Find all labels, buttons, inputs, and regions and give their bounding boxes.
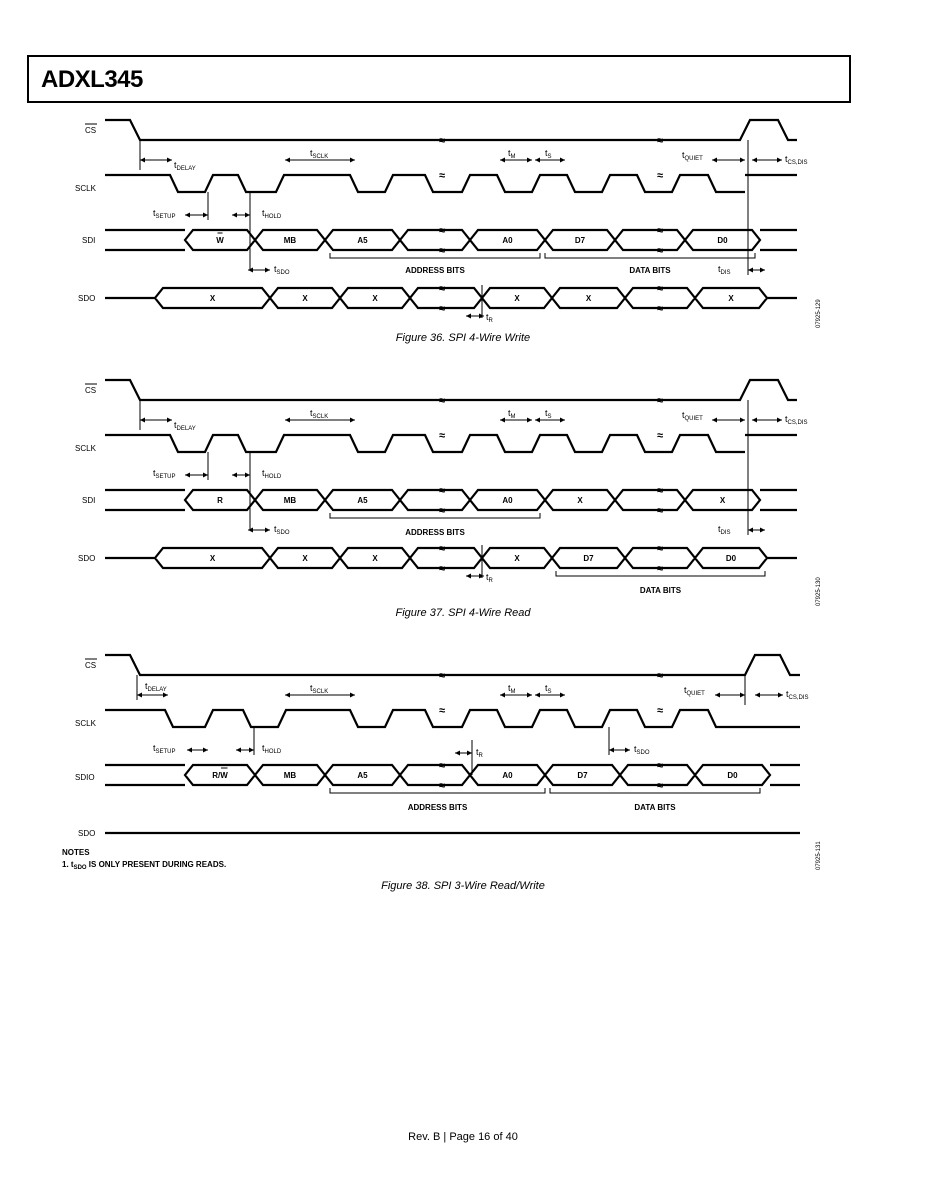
timing-label: $t_{DELAY}$ (174, 160, 196, 172)
signal-name: CS (85, 126, 97, 135)
group-label: DATA BITS (629, 266, 671, 275)
figure-caption: Figure 38. SPI 3-Wire Read/Write (381, 880, 545, 892)
sdo-bit-label: X (302, 294, 308, 303)
timing-label: $t_{SETUP}$ (153, 208, 176, 220)
arrow-head (560, 158, 565, 163)
sdo-bus-trace (155, 288, 767, 308)
arrow-head (609, 748, 614, 753)
timing-label: $t_{SDO}$ (634, 744, 650, 756)
figure-caption: Figure 37. SPI 4-Wire Read (395, 607, 531, 619)
group-bracket (330, 513, 540, 518)
sdi-bit-label: A5 (357, 236, 368, 245)
arrow-head (560, 693, 565, 698)
sdi-bit-label: D0 (717, 236, 728, 245)
arrow-head (203, 748, 208, 753)
break-mark: ≈ (438, 225, 446, 237)
figure-doc-id: 07925-131 (816, 841, 822, 870)
arrow-head (466, 574, 471, 579)
timing-label: $t_{SETUP}$ (153, 743, 176, 755)
group-bracket (330, 253, 540, 258)
arrow-head (265, 268, 270, 273)
arrow-head (203, 473, 208, 478)
timing-label: $t_{DIS}$ (718, 264, 731, 276)
sdio-idle (105, 765, 185, 785)
timing-label: $t_{CS,DIS}$ (786, 689, 809, 701)
note-text: 1. $t_{SDO}$ IS ONLY PRESENT DURING READS. (62, 860, 227, 871)
arrow-head (285, 158, 290, 163)
sdo-bit-label: D0 (725, 554, 737, 563)
timing-label: $t_{SDO}$ (274, 264, 290, 276)
group-bracket (550, 788, 760, 793)
arrow-head (285, 693, 290, 698)
sclk-trace (105, 175, 797, 192)
sdo-bus-trace (155, 548, 767, 568)
arrow-head (500, 418, 505, 423)
timing-label: $t_{SCLK}$ (310, 683, 329, 695)
sdi-bit-label: A5 (357, 496, 368, 505)
signal-name: SCLK (75, 184, 96, 193)
break-mark: ≈ (438, 135, 446, 147)
arrow-head (265, 528, 270, 533)
break-mark: ≈ (438, 170, 446, 182)
sdi-bit-label: R (217, 496, 223, 505)
timing-diagram-spi-4wire-write (0, 110, 926, 330)
arrow-head (140, 418, 145, 423)
sdio-idle (770, 765, 800, 785)
break-mark: ≈ (656, 505, 664, 517)
arrow-head (740, 693, 745, 698)
break-mark: ≈ (438, 780, 446, 792)
break-mark: ≈ (438, 705, 446, 717)
signal-name: SDO (78, 829, 96, 838)
timing-label: $t_{QUIET}$ (684, 685, 705, 697)
break-mark: ≈ (656, 245, 664, 257)
break-mark: ≈ (656, 395, 664, 407)
sdi-bus-trace (185, 230, 760, 250)
arrow-head (466, 314, 471, 319)
arrow-head (712, 158, 717, 163)
signal-name: SDO (78, 294, 96, 303)
page-header (27, 55, 851, 103)
arrow-head (748, 268, 753, 273)
timing-label: $t_R$ (476, 747, 483, 759)
arrow-head (740, 418, 745, 423)
timing-label: $t_{QUIET}$ (682, 150, 703, 162)
arrow-head (527, 693, 532, 698)
sdo-bit-label: X (728, 294, 734, 303)
arrow-head (285, 418, 290, 423)
arrow-head (752, 418, 757, 423)
timing-label: $t_M$ (508, 408, 516, 420)
arrow-head (748, 528, 753, 533)
sdo-bit-label: X (514, 294, 520, 303)
arrow-head (712, 418, 717, 423)
break-mark: ≈ (438, 563, 446, 575)
sclk-trace (105, 710, 800, 727)
arrow-head (715, 693, 720, 698)
timing-label: $t_{HOLD}$ (262, 743, 282, 755)
arrow-head (625, 748, 630, 753)
arrow-head (560, 418, 565, 423)
sdo-bit-label: X (514, 554, 520, 563)
timing-label: $t_{SDO}$ (274, 524, 290, 536)
break-mark: ≈ (656, 760, 664, 772)
break-mark: ≈ (656, 780, 664, 792)
cs-trace (105, 120, 797, 140)
arrow-head (167, 418, 172, 423)
arrow-head (455, 751, 460, 756)
arrow-head (249, 748, 254, 753)
arrow-head (236, 748, 241, 753)
sdi-bit-label: MB (283, 236, 297, 245)
timing-label: $t_{DIS}$ (718, 524, 731, 536)
sdo-bit-label: X (302, 554, 308, 563)
figure-doc-id: 07925-129 (816, 299, 822, 328)
arrow-head (245, 473, 250, 478)
break-mark: ≈ (438, 760, 446, 772)
timing-label: $t_{CS,DIS}$ (785, 154, 808, 166)
sdi-idle (760, 490, 797, 510)
sdio-bit-label: MB (283, 771, 297, 780)
arrow-head (500, 693, 505, 698)
arrow-head (527, 158, 532, 163)
timing-label: $t_S$ (545, 148, 552, 160)
break-mark: ≈ (438, 245, 446, 257)
timing-label: $t_R$ (486, 312, 493, 324)
timing-label: $t_{SCLK}$ (310, 148, 329, 160)
break-mark: ≈ (438, 395, 446, 407)
break-mark: ≈ (438, 485, 446, 497)
cs-trace (105, 380, 797, 400)
signal-name: SDIO (75, 773, 95, 782)
arrow-head (185, 213, 190, 218)
timing-label: $t_{SCLK}$ (310, 408, 329, 420)
figure-caption: Figure 36. SPI 4-Wire Write (395, 332, 531, 344)
timing-label: $t_{HOLD}$ (262, 208, 282, 220)
sdo-bit-label: X (209, 294, 216, 303)
break-mark: ≈ (438, 543, 446, 555)
break-mark: ≈ (656, 303, 664, 315)
arrow-head (740, 158, 745, 163)
sdi-idle (105, 230, 185, 250)
timing-label: $t_M$ (508, 148, 516, 160)
group-bracket (330, 788, 545, 793)
arrow-head (777, 158, 782, 163)
signal-name: CS (85, 661, 97, 670)
arrow-head (350, 693, 355, 698)
sdi-bit-label: X (719, 496, 726, 505)
timing-label: $t_{CS,DIS}$ (785, 414, 808, 426)
sdio-bit-label: A0 (502, 771, 513, 780)
break-mark: ≈ (438, 283, 446, 295)
group-label: ADDRESS BITS (405, 266, 465, 275)
arrow-head (752, 158, 757, 163)
notes-title: NOTES (62, 848, 90, 857)
sclk-trace (105, 435, 797, 452)
group-label: DATA BITS (639, 586, 682, 595)
break-mark: ≈ (656, 670, 664, 682)
sdo-bit-label: D7 (583, 554, 594, 563)
arrow-head (185, 473, 190, 478)
arrow-head (350, 158, 355, 163)
arrow-head (203, 213, 208, 218)
arrow-head (778, 693, 783, 698)
part-number-title: ADXL345 (41, 66, 143, 93)
page-footer: Rev. B | Page 16 of 40 (408, 1131, 518, 1143)
break-mark: ≈ (656, 430, 664, 442)
signal-name: SCLK (75, 444, 96, 453)
break-mark: ≈ (656, 485, 664, 497)
timing-label: $t_{DELAY}$ (174, 420, 196, 432)
sdi-idle (105, 490, 185, 510)
break-mark: ≈ (656, 135, 664, 147)
break-mark: ≈ (438, 505, 446, 517)
arrow-head (527, 418, 532, 423)
figure-doc-id: 07925-130 (816, 577, 822, 606)
arrow-head (232, 473, 237, 478)
timing-diagram-spi-3wire-read-write (0, 645, 926, 875)
break-mark: ≈ (656, 170, 664, 182)
timing-label: $t_R$ (486, 572, 493, 584)
group-bracket (545, 253, 755, 258)
timing-label: $t_S$ (545, 683, 552, 695)
break-mark: ≈ (656, 705, 664, 717)
group-label: DATA BITS (634, 803, 676, 812)
break-mark: ≈ (438, 303, 446, 315)
sdi-bus-trace (185, 490, 760, 510)
sdo-bit-label: X (585, 294, 592, 303)
sdi-bit-label: W (216, 236, 224, 245)
sdi-bit-label: MB (283, 496, 297, 505)
arrow-head (535, 158, 540, 163)
arrow-head (350, 418, 355, 423)
arrow-head (777, 418, 782, 423)
sdi-bit-label: D7 (574, 236, 586, 245)
timing-label: $t_{QUIET}$ (682, 410, 703, 422)
signal-name: CS (85, 386, 97, 395)
sdi-bit-label: A0 (502, 496, 513, 505)
arrow-head (500, 158, 505, 163)
sdio-bit-label: A5 (357, 771, 368, 780)
group-label: ADDRESS BITS (407, 803, 468, 812)
arrow-head (163, 693, 168, 698)
timing-label: $t_S$ (545, 408, 552, 420)
break-mark: ≈ (656, 283, 664, 295)
sdio-bit-label: D7 (577, 771, 588, 780)
timing-label: $t_{DELAY}$ (145, 681, 167, 693)
signal-name: SDI (82, 496, 96, 505)
arrow-head (232, 213, 237, 218)
arrow-head (187, 748, 192, 753)
cs-trace (105, 655, 800, 675)
arrow-head (167, 158, 172, 163)
break-mark: ≈ (656, 563, 664, 575)
group-label: ADDRESS BITS (405, 528, 465, 537)
arrow-head (137, 693, 142, 698)
arrow-head (467, 751, 472, 756)
signal-name: SCLK (75, 719, 96, 728)
sdo-bit-label: X (372, 554, 378, 563)
timing-diagram-spi-4wire-read (0, 370, 926, 600)
timing-label: $t_{SETUP}$ (153, 468, 176, 480)
arrow-head (245, 213, 250, 218)
arrow-head (535, 418, 540, 423)
arrow-head (760, 528, 765, 533)
sdi-idle (760, 230, 797, 250)
sdio-bus-trace (185, 765, 770, 785)
timing-label: $t_{HOLD}$ (262, 468, 282, 480)
signal-name: SDI (82, 236, 96, 245)
sdo-bit-label: X (209, 554, 216, 563)
sdo-bit-label: X (372, 294, 378, 303)
sdio-bit-label: R/W (212, 771, 228, 780)
break-mark: ≈ (656, 225, 664, 237)
break-mark: ≈ (438, 670, 446, 682)
signal-name: SDO (78, 554, 96, 563)
break-mark: ≈ (438, 430, 446, 442)
timing-label: $t_M$ (508, 683, 516, 695)
sdi-bit-label: X (577, 496, 583, 505)
arrow-head (755, 693, 760, 698)
arrow-head (535, 693, 540, 698)
sdi-bit-label: A0 (502, 236, 513, 245)
sdio-bit-label: D0 (727, 771, 738, 780)
break-mark: ≈ (656, 543, 664, 555)
arrow-head (760, 268, 765, 273)
arrow-head (140, 158, 145, 163)
